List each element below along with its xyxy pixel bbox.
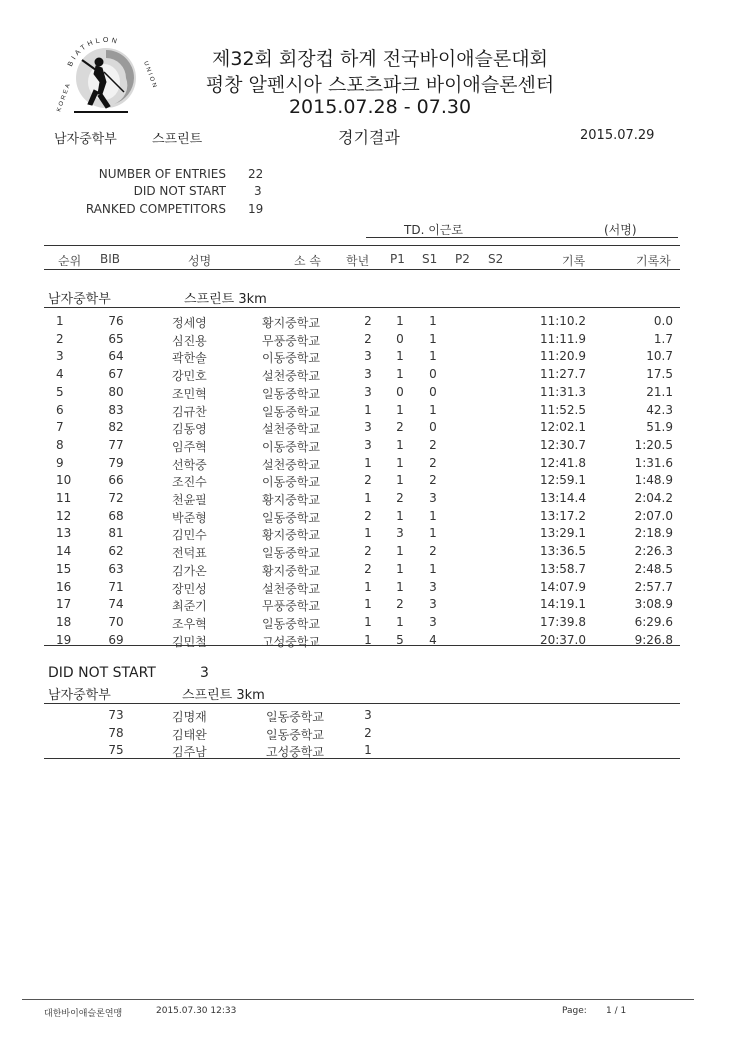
cell-name: 선학중 [172, 457, 207, 472]
header-date: 2015.07.29 [580, 128, 655, 143]
cell-time: 11:20.9 [539, 349, 586, 364]
cell-time: 11:10.2 [539, 314, 586, 328]
cell-team: 설천중학교 [262, 457, 320, 472]
cell-p1: 1 [396, 367, 404, 382]
cell-diff: 51.9 [646, 420, 673, 435]
cell-diff: 9:26.8 [634, 632, 673, 647]
cell-grade: 3 [364, 367, 372, 382]
dns-cell-team: 일동중학교 [266, 710, 324, 724]
header-event: 스프린트 [152, 132, 203, 147]
cell-p1: 1 [396, 579, 404, 594]
cell-name: 김동영 [172, 422, 207, 437]
cell-team: 일동중학교 [262, 386, 320, 401]
cell-rank: 1 [56, 314, 64, 328]
cell-grade: 3 [364, 420, 372, 435]
cell-time: 14:07.9 [539, 579, 586, 594]
footer-org: 대한바이애슬론연맹 [44, 1009, 123, 1019]
cell-p1: 0 [396, 384, 404, 399]
cell-bib: 83 [108, 402, 124, 417]
cell-grade: 1 [364, 614, 372, 629]
cell-team: 일동중학교 [262, 546, 320, 561]
cell-name: 심진용 [172, 333, 207, 348]
stat-value: 3 [254, 184, 262, 198]
cell-diff: 2:26.3 [634, 544, 673, 559]
cell-rank: 2 [56, 331, 64, 346]
cell-name: 최준기 [172, 599, 207, 614]
dns-cell-name: 김주남 [172, 745, 207, 759]
footer-page-value: 1 / 1 [606, 1006, 627, 1016]
td-label: TD. 이근로 [404, 223, 463, 237]
cell-grade: 2 [364, 331, 372, 346]
cell-diff: 2:48.5 [634, 561, 673, 576]
results-bottom-rule [44, 645, 680, 646]
cell-diff: 10.7 [646, 349, 673, 364]
cell-rank: 3 [56, 349, 64, 364]
cell-team: 설천중학교 [262, 422, 320, 437]
cell-p1: 1 [396, 455, 404, 470]
cell-time: 13:36.5 [539, 544, 586, 559]
cell-rank: 14 [56, 544, 72, 559]
cell-name: 박준형 [172, 510, 207, 525]
stat-value: 22 [248, 167, 264, 181]
cell-p1: 2 [396, 420, 404, 435]
cell-team: 일동중학교 [262, 616, 320, 631]
cell-p1: 1 [396, 561, 404, 576]
cell-p1: 1 [396, 314, 404, 328]
cell-grade: 3 [364, 437, 372, 452]
cell-bib: 74 [108, 597, 124, 612]
cell-rank: 8 [56, 437, 64, 452]
col-p2: P2 [455, 252, 470, 266]
cell-name: 정세영 [172, 316, 207, 330]
cell-rank: 12 [56, 508, 72, 523]
cell-grade: 2 [364, 508, 372, 523]
cell-bib: 65 [108, 331, 124, 346]
cell-rank: 13 [56, 526, 72, 541]
dns-cell-name: 김명재 [172, 710, 207, 724]
cell-s1: 1 [429, 508, 437, 523]
cell-time: 11:31.3 [539, 384, 586, 399]
cell-time: 12:30.7 [539, 437, 586, 452]
stat-label: RANKED COMPETITORS [85, 202, 226, 216]
cell-team: 이동중학교 [262, 351, 320, 366]
cell-name: 천윤필 [172, 493, 207, 507]
dns-bottom-rule [44, 758, 680, 759]
cell-bib: 72 [108, 491, 124, 505]
cell-diff: 2:18.9 [634, 526, 673, 541]
dns-count: 3 [200, 665, 209, 681]
cell-s1: 1 [429, 402, 437, 417]
cell-bib: 63 [108, 561, 124, 576]
cell-bib: 76 [108, 314, 124, 328]
cell-bib: 80 [108, 384, 124, 399]
cell-rank: 11 [56, 491, 72, 505]
cell-grade: 2 [364, 544, 372, 559]
logo-left-text: KOREA [56, 81, 73, 113]
cell-s1: 1 [429, 349, 437, 364]
cell-name: 조우혁 [172, 616, 207, 631]
cell-name: 전덕표 [172, 546, 207, 561]
dns-cell-grade: 3 [364, 708, 372, 722]
cell-grade: 1 [364, 579, 372, 594]
header-top-rule [44, 245, 680, 246]
dns-cell-team: 일동중학교 [266, 727, 324, 742]
cell-rank: 16 [56, 579, 72, 594]
cell-grade: 3 [364, 384, 372, 399]
cell-time: 14:19.1 [539, 597, 586, 612]
section-rule [44, 307, 680, 308]
cell-time: 11:11.9 [539, 331, 586, 346]
cell-p1: 1 [396, 614, 404, 629]
cell-grade: 2 [364, 561, 372, 576]
cell-s1: 4 [429, 632, 437, 647]
cell-diff: 21.1 [646, 384, 673, 399]
cell-diff: 0.0 [653, 314, 673, 328]
col-rank: 순위 [58, 254, 82, 268]
cell-p1: 1 [396, 402, 404, 417]
cell-grade: 2 [364, 314, 372, 328]
cell-bib: 62 [108, 544, 124, 559]
cell-bib: 82 [108, 420, 124, 435]
dns-cell-grade: 2 [364, 725, 372, 740]
cell-bib: 71 [108, 579, 124, 594]
cell-grade: 1 [364, 597, 372, 612]
cell-diff: 2:07.0 [634, 508, 673, 523]
col-s1: S1 [422, 252, 438, 266]
header-category: 남자중학부 [54, 132, 117, 147]
cell-grade: 1 [364, 491, 372, 505]
cell-bib: 69 [108, 632, 124, 647]
cell-s1: 2 [429, 473, 437, 488]
cell-team: 이동중학교 [262, 475, 320, 490]
cell-diff: 2:57.7 [634, 579, 673, 594]
cell-team: 일동중학교 [262, 404, 320, 419]
cell-p1: 1 [396, 508, 404, 523]
cell-s1: 1 [429, 314, 437, 328]
cell-time: 13:58.7 [539, 561, 586, 576]
cell-team: 이동중학교 [262, 439, 320, 454]
title-line-1: 제32회 회장컵 하계 전국바이애슬론대회 [212, 48, 548, 70]
cell-grade: 1 [364, 455, 372, 470]
cell-grade: 2 [364, 473, 372, 488]
cell-name: 김민수 [172, 528, 207, 543]
dns-cell-bib: 75 [108, 743, 124, 757]
cell-time: 12:02.1 [539, 420, 586, 435]
section-event: 스프린트 3km [184, 292, 267, 307]
cell-diff: 3:08.9 [634, 597, 673, 612]
cell-team: 황지중학교 [262, 316, 320, 330]
dns-cell-team: 고성중학교 [266, 745, 324, 759]
col-diff: 기록차 [636, 254, 671, 268]
dns-event: 스프린트 3km [182, 688, 265, 703]
cell-rank: 5 [56, 384, 64, 399]
cell-rank: 6 [56, 402, 64, 417]
col-time: 기록 [562, 254, 586, 268]
cell-time: 13:14.4 [539, 491, 586, 505]
cell-rank: 10 [56, 473, 72, 488]
cell-team: 무풍중학교 [262, 599, 320, 614]
cell-diff: 6:29.6 [634, 614, 673, 629]
cell-rank: 18 [56, 614, 72, 629]
cell-bib: 81 [108, 526, 124, 541]
dns-category: 남자중학부 [48, 688, 111, 703]
cell-team: 고성중학교 [262, 634, 320, 649]
cell-grade: 1 [364, 632, 372, 647]
cell-rank: 7 [56, 420, 64, 435]
stat-label: NUMBER OF ENTRIES [98, 167, 226, 181]
cell-p1: 1 [396, 349, 404, 364]
cell-name: 임주혁 [172, 439, 207, 454]
col-bib: BIB [100, 252, 121, 266]
cell-name: 강민호 [172, 369, 207, 384]
col-s2: S2 [488, 252, 504, 266]
cell-time: 13:29.1 [539, 526, 586, 541]
dns-title: DID NOT START [48, 665, 156, 681]
col-team: 소 속 [294, 254, 321, 268]
cell-name: 김가온 [172, 563, 207, 578]
cell-p1: 3 [396, 526, 404, 541]
cell-time: 11:52.5 [539, 402, 586, 417]
td-sign: (서명) [604, 223, 637, 237]
logo-right-text: UNION [142, 60, 158, 91]
cell-bib: 67 [108, 367, 124, 382]
cell-team: 설천중학교 [262, 369, 320, 384]
footer-page-label: Page: [562, 1006, 587, 1016]
cell-name: 김민철 [172, 634, 207, 649]
footer-printed: 2015.07.30 12:33 [156, 1006, 237, 1016]
td-rule [366, 237, 678, 238]
cell-s1: 3 [429, 491, 437, 505]
cell-rank: 19 [56, 632, 72, 647]
cell-diff: 42.3 [646, 402, 673, 417]
cell-grade: 3 [364, 349, 372, 364]
cell-bib: 77 [108, 437, 124, 452]
cell-team: 무풍중학교 [262, 333, 320, 348]
cell-s1: 1 [429, 526, 437, 541]
cell-p1: 1 [396, 544, 404, 559]
cell-s1: 1 [429, 561, 437, 576]
cell-grade: 1 [364, 526, 372, 541]
dns-cell-bib: 73 [108, 708, 124, 722]
cell-time: 11:27.7 [539, 367, 586, 382]
doc-title: 경기결과 [338, 128, 400, 147]
cell-bib: 68 [108, 508, 124, 523]
cell-s1: 0 [429, 367, 437, 382]
title-line-2: 평창 알펜시아 스포츠파크 바이애슬론센터 [205, 74, 555, 96]
cell-time: 12:59.1 [539, 473, 586, 488]
cell-diff: 1:20.5 [634, 437, 673, 452]
cell-diff: 1:48.9 [634, 473, 673, 488]
cell-bib: 70 [108, 614, 124, 629]
cell-name: 장민성 [172, 581, 207, 596]
cell-diff: 1.7 [653, 331, 673, 346]
cell-s1: 0 [429, 384, 437, 399]
logo-top-text: BIATHLON [67, 36, 121, 68]
cell-s1: 3 [429, 614, 437, 629]
header-bottom-rule [44, 269, 680, 270]
cell-s1: 2 [429, 455, 437, 470]
cell-time: 12:41.8 [539, 455, 586, 470]
cell-team: 황지중학교 [262, 563, 320, 578]
cell-grade: 1 [364, 402, 372, 417]
cell-rank: 15 [56, 561, 72, 576]
cell-s1: 1 [429, 331, 437, 346]
cell-s1: 2 [429, 437, 437, 452]
stat-value: 19 [248, 202, 264, 216]
cell-p1: 1 [396, 473, 404, 488]
cell-time: 20:37.0 [539, 632, 586, 647]
cell-team: 일동중학교 [262, 510, 320, 525]
cell-s1: 3 [429, 597, 437, 612]
stat-label: DID NOT START [133, 184, 226, 198]
cell-team: 황지중학교 [262, 493, 320, 507]
dns-cell-grade: 1 [364, 743, 372, 757]
cell-s1: 3 [429, 579, 437, 594]
col-p1: P1 [390, 252, 405, 266]
korea-biathlon-union-logo [44, 32, 160, 124]
cell-team: 황지중학교 [262, 528, 320, 543]
cell-s1: 2 [429, 544, 437, 559]
cell-p1: 2 [396, 491, 404, 505]
cell-bib: 66 [108, 473, 124, 488]
dns-cell-name: 김태완 [172, 727, 207, 742]
cell-rank: 9 [56, 455, 64, 470]
cell-team: 설천중학교 [262, 581, 320, 596]
section-category: 남자중학부 [48, 292, 111, 307]
cell-name: 김규찬 [172, 404, 207, 419]
col-grade: 학년 [346, 254, 370, 268]
cell-p1: 2 [396, 597, 404, 612]
cell-time: 17:39.8 [539, 614, 586, 629]
cell-bib: 64 [108, 349, 124, 364]
cell-diff: 17.5 [646, 367, 673, 382]
cell-bib: 79 [108, 455, 124, 470]
footer-rule [22, 999, 694, 1000]
cell-diff: 1:31.6 [634, 455, 673, 470]
cell-diff: 2:04.2 [634, 491, 673, 505]
cell-p1: 1 [396, 437, 404, 452]
cell-name: 조민혁 [172, 386, 207, 401]
cell-p1: 0 [396, 331, 404, 346]
cell-rank: 4 [56, 367, 64, 382]
dns-rule [44, 703, 680, 704]
cell-p1: 5 [396, 632, 404, 647]
col-name: 성명 [188, 254, 212, 268]
title-line-3: 2015.07.28 - 07.30 [288, 96, 472, 118]
dns-cell-bib: 78 [108, 725, 124, 740]
cell-name: 곽한솔 [172, 351, 207, 366]
cell-name: 조진수 [172, 475, 207, 490]
cell-s1: 0 [429, 420, 437, 435]
cell-rank: 17 [56, 597, 72, 612]
cell-time: 13:17.2 [539, 508, 586, 523]
